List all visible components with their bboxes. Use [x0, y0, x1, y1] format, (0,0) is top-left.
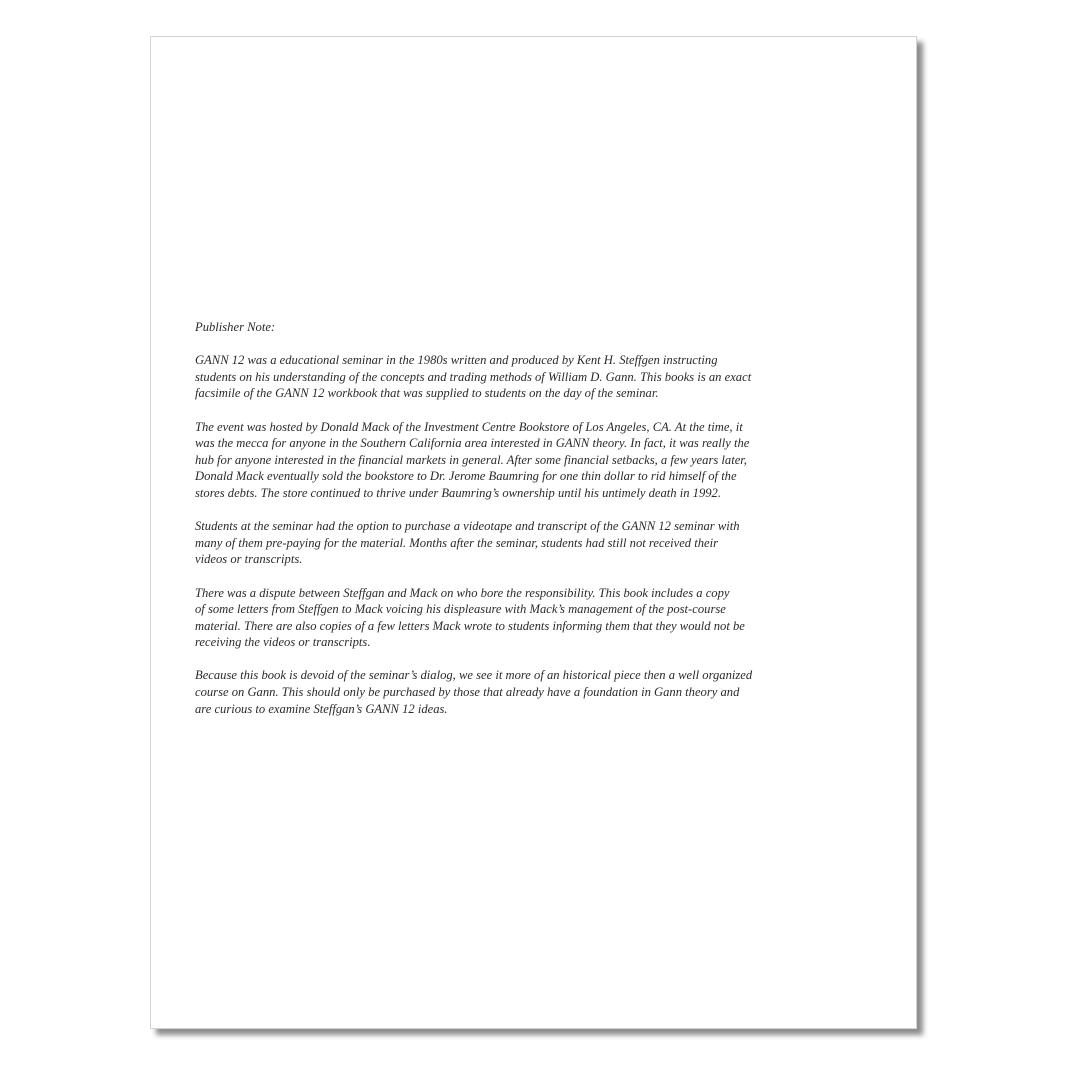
paragraph-5: Because this book is devoid of the seminar’s dialog, we see it more of an historical piece then a well organized course on Gann. This should only be purchased by those that already have a foundation in Gann theory and are curious to examine Steffgan’s GANN 12 ideas. — [195, 668, 753, 716]
note-label: Publisher Note: — [195, 320, 276, 334]
paragraph-2: The event was hosted by Donald Mack of the Investment Centre Bookstore of Los Angeles, CA. At the time, it was the mecca for anyone in the Southern California area interested in GANN theory. In fact, it was really the hub for anyone interested in the financial markets in general. After some financial setbacks, a few years later, Donald Mack eventually sold the bookstore to Dr. Jerome Baumring for one thin dollar to rid himself of the stores debts. The store continued to thrive under Baumring’s ownership until his untimely death in 1992. — [195, 419, 750, 500]
paragraph-1: GANN 12 was a educational seminar in the 1980s written and produced by Kent H. Steffgen instructing students on his understanding of the concepts and trading methods of William D. Gann. This books is an exact facsimile of the GANN 12 workbook that was supplied to students on the day of the seminar. — [195, 353, 752, 401]
paragraph-4: There was a dispute between Steffgan and Mack on who bore the responsibility. This book includes a copy of some letters from Steffgen to Mack voicing his displeasure with Mack’s management of the post-course material. There are also copies of a few letters Mack wrote to students informing them that they would not be receiving the videos or transcripts. — [195, 585, 745, 650]
paragraph-3: Students at the seminar had the option to purchase a videotape and transcript of the GANN 12 seminar with many of them pre-paying for the material. Months after the seminar, students had still not received their videos or transcripts. — [195, 519, 740, 567]
publisher-note — [195, 319, 815, 734]
document-page — [150, 36, 917, 1029]
